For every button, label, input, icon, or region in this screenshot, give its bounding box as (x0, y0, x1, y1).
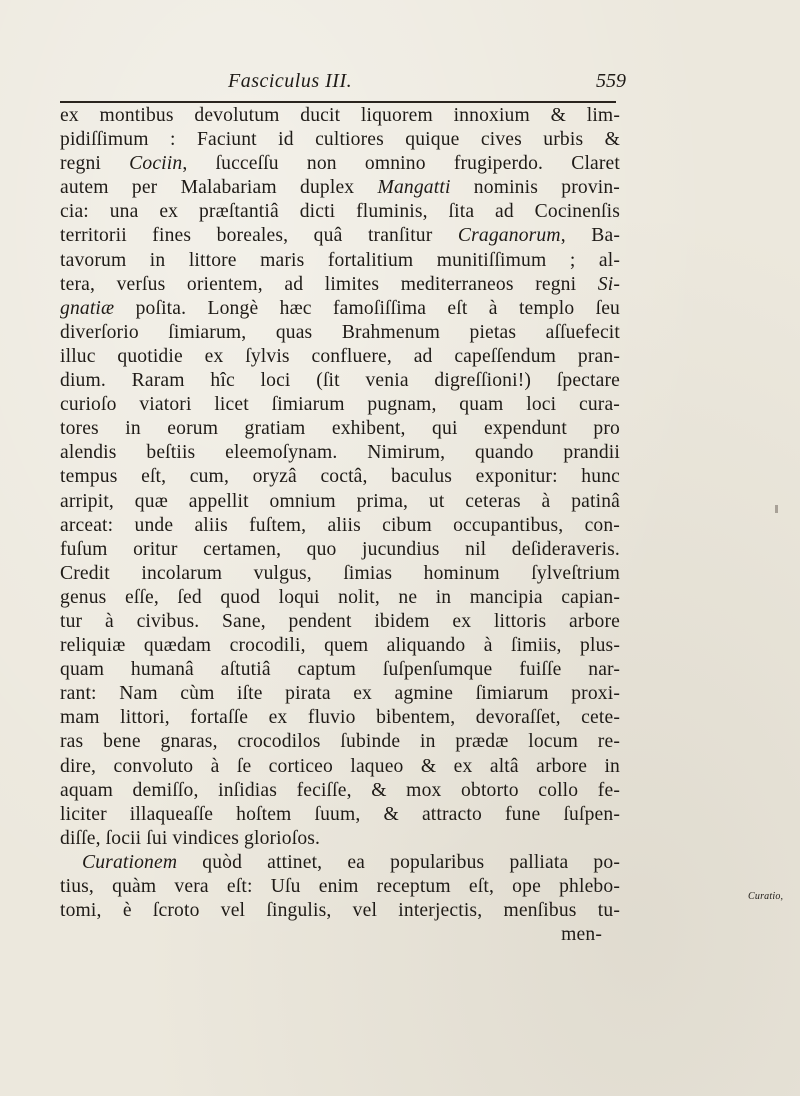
text-run: poſita. Longè hæc famoſiſſima eſt à templo ſeu (114, 297, 620, 319)
running-head: Fasciculus III. (228, 70, 353, 92)
text-line: cia: una ex præſtantiâ dicti fluminis, ſita ad Cocinenſis (60, 201, 620, 223)
text-run: regni (60, 153, 130, 175)
text-run: , ſucceſſu non omnino frugiperdo. Claret (182, 153, 620, 175)
text-run: autem per Malabariam duplex (60, 177, 378, 199)
text-run: quòd attinet, ea popularibus palliata po- (177, 851, 620, 873)
text-line: genus eſſe, ſed quod loqui nolit, ne in mancipia capian- (60, 586, 620, 608)
text-line (60, 851, 620, 875)
text-line: dium. Raram hîc loci (ſit venia digreſſioni!) ſpectare (60, 370, 620, 392)
text-line: tomi, è ſcroto vel ſingulis, vel interjectis, menſibus tu- (60, 900, 620, 922)
text-run: nominis provin- (450, 177, 620, 199)
place-name-signatiae-part1: Si- (597, 273, 620, 295)
text-line: curioſo viatori licet ſimiarum pugnam, quam loci cura- (60, 394, 620, 416)
text-line (60, 152, 620, 176)
text-line: fuſum oritur certamen, quo jucundius nil deſideraveris. (60, 538, 620, 560)
page-header (60, 70, 626, 100)
text-line: dire, convoluto à ſe corticeo laqueo & ex altâ arbore in (60, 755, 620, 777)
text-line: diſſe, ſocii ſui vindices glorioſos. (60, 827, 321, 849)
text-line: tius, quàm vera eſt: Uſu enim receptum eſt, ope phlebo- (60, 876, 620, 897)
text-line: arripit, quæ appellit omnium prima, ut ceteras à patinâ (60, 490, 620, 512)
text-line (60, 176, 620, 200)
text-line: illuc quotidie ex ſylvis confluere, ad capeſſendum pran- (60, 345, 620, 367)
header-rule (60, 101, 616, 103)
text-run: , Ba- (560, 225, 620, 247)
stray-ink-mark (775, 505, 778, 513)
text-line (60, 297, 620, 321)
body-text (60, 104, 620, 947)
text-line: arceat: unde aliis fuſtem, aliis cibum occupantibus, con- (60, 514, 620, 536)
text-line: rant: Nam cùm iſte pirata ex agmine ſimiarum proxi- (60, 683, 620, 705)
text-line: diverſorio ſimiarum, quas Brahmenum pietas aſſuefecit (60, 321, 620, 343)
text-line: tur à civibus. Sane, pendent ibidem ex littoris arbore (60, 610, 620, 632)
text-line (60, 273, 620, 297)
text-line: Credit incolarum vulgus, ſimias hominum ſylveſtrium (60, 562, 620, 584)
text-line: pidiſſimum : Faciunt id cultiores quique cives urbis & (60, 129, 620, 151)
text-run: tera, verſus orientem, ad limites mediterraneos regni (60, 273, 598, 295)
text-line: tavorum in littore maris fortalitium munitiſſimum ; al- (60, 249, 620, 271)
term-curationem: Curationem (82, 851, 178, 873)
place-name-mangatti: Mangatti (377, 177, 451, 199)
marginal-note: Curatio, (748, 891, 784, 902)
text-line: alendis beſtiis eleemoſynam. Nimirum, quando prandii (60, 442, 620, 464)
text-line: tempus eſt, cum, oryzâ coctâ, baculus exponitur: hunc (60, 466, 620, 488)
text-line: ras bene gnaras, crocodilos ſubinde in prædæ locum re- (60, 731, 620, 753)
place-name-cociin: Cociin (129, 153, 183, 175)
text-line: reliquiæ quædam crocodili, quem aliquando à ſimiis, plus- (60, 635, 620, 657)
text-line: mam littori, fortaſſe ex fluvio bibentem, devoraſſet, cete- (60, 707, 620, 729)
text-line: ex montibus devolutum ducit liquorem innoxium & lim- (60, 105, 620, 126)
place-name-signatiae-part2: gnatiæ (60, 297, 115, 319)
text-line: quam humanâ aſtutiâ captum ſuſpenſumque fuiſſe nar- (60, 659, 620, 681)
text-line (60, 224, 620, 248)
catchword: men- (561, 924, 602, 946)
place-name-craganorum: Craganorum (457, 225, 561, 247)
page-number: 559 (596, 70, 626, 92)
text-line: aquam demiſſo, inſidias feciſſe, & mox obtorto collo fe- (60, 779, 620, 801)
text-run: territorii fines boreales, quâ tranſitur (60, 225, 458, 247)
text-line: liciter illaqueaſſe hoſtem ſuum, & attracto fune ſuſpen- (60, 803, 620, 825)
text-line: tores in eorum gratiam exhibent, qui expendunt pro (60, 418, 620, 440)
